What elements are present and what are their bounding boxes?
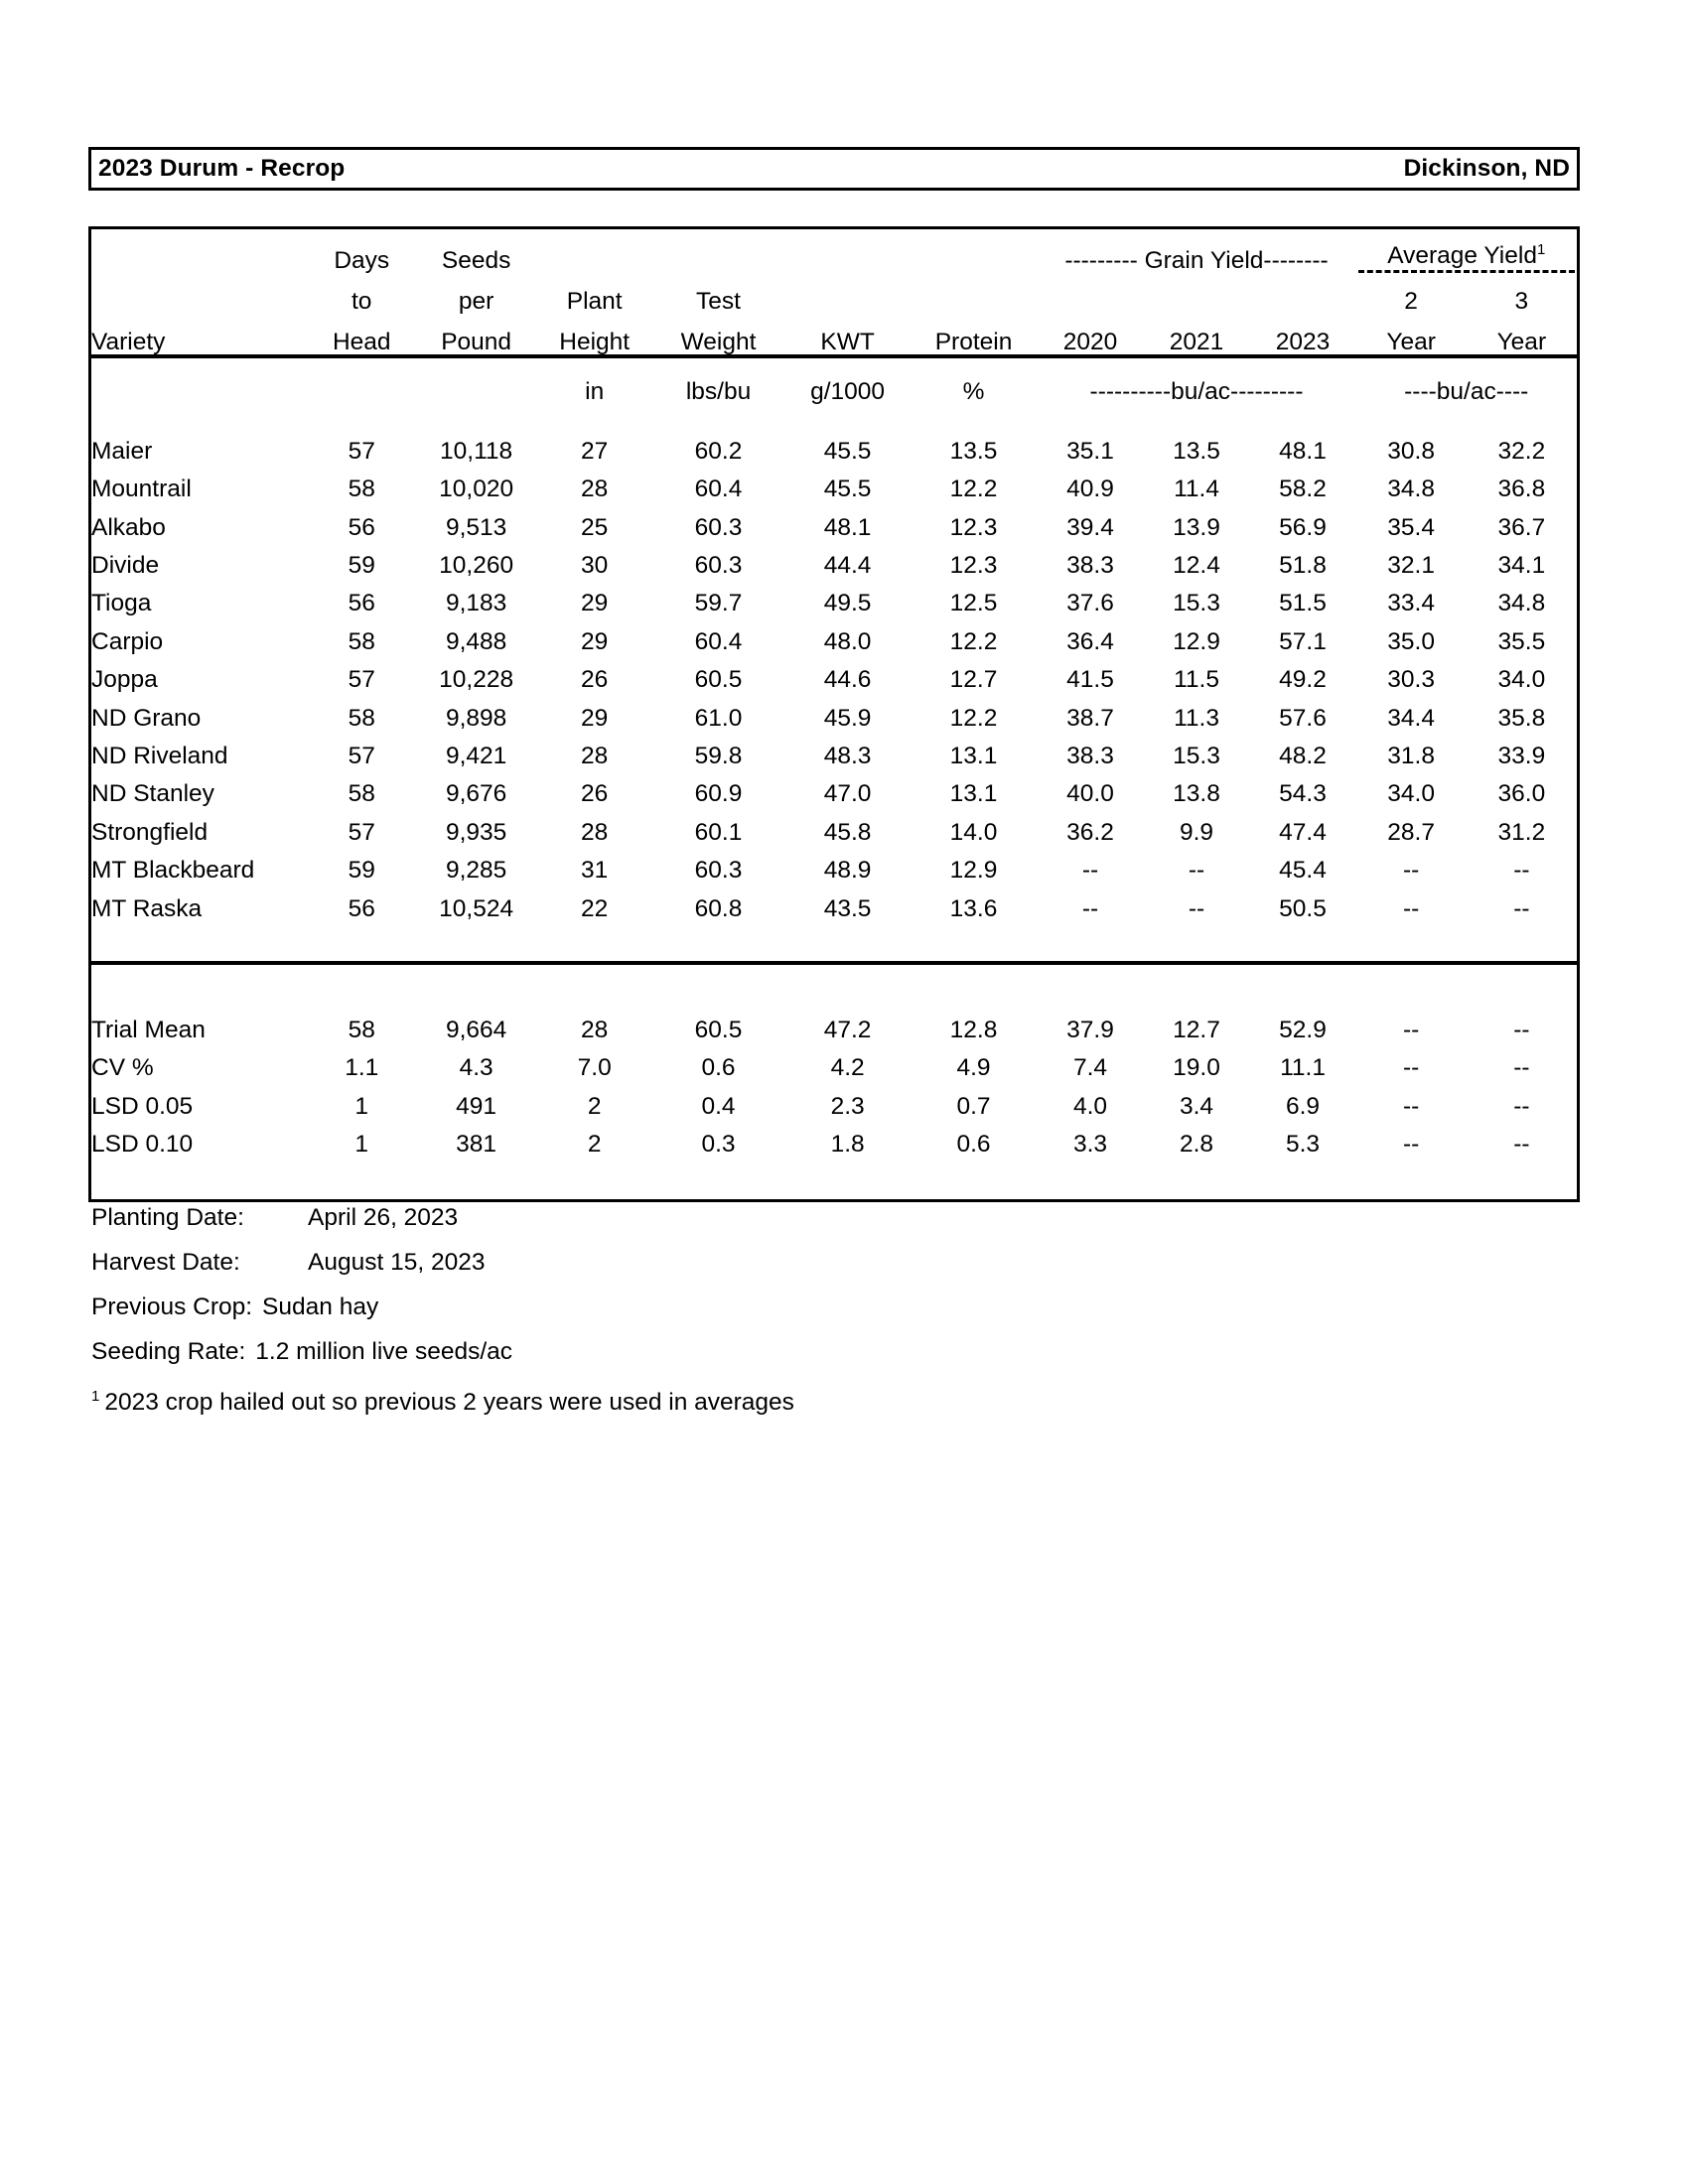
cell-seeds-per-pound: 10,118 [440, 437, 513, 465]
cell-test-weight: 60.8 [694, 894, 743, 922]
cell-yield-2020: 38.3 [1066, 552, 1114, 580]
cell-seeds-per-pound: 10,228 [439, 666, 514, 694]
header-3year: Year [1467, 314, 1577, 356]
cell-avg-2year: 32.1 [1387, 552, 1435, 580]
table-row [91, 464, 1577, 501]
cell-yield-2021: 12.7 [1173, 1016, 1220, 1043]
trial-notes [91, 1206, 1481, 1438]
cell-days-to-head: 58 [348, 704, 375, 732]
cell-seeds-per-pound: 9,935 [445, 818, 507, 846]
variety-rows-section [91, 426, 1577, 963]
cell-avg-2year: 34.8 [1387, 476, 1435, 503]
header-blank [91, 229, 308, 273]
header-blank-6 [911, 229, 1038, 273]
cell-days-to-head: 56 [348, 894, 375, 922]
cell-kwt: 49.5 [823, 590, 872, 617]
cell-days-to-head: 57 [348, 818, 375, 846]
cell-test-weight: 59.7 [694, 590, 743, 617]
header-2year: Year [1356, 314, 1467, 356]
header-weight: Weight [651, 314, 784, 356]
cell-variety: ND Riveland [91, 743, 228, 770]
cell-avg-3year: -- [1513, 1092, 1530, 1120]
spacer-cell [91, 963, 1577, 1005]
header-pound: Pound [415, 314, 537, 356]
previous-crop-value: Sudan hay [262, 1294, 379, 1320]
cell-test-weight: 0.3 [701, 1131, 736, 1159]
cell-plant-height: 22 [581, 894, 609, 922]
cell-plant-height: 7.0 [577, 1054, 612, 1082]
cell-yield-2020: -- [1081, 894, 1099, 922]
cell-protein: 14.0 [949, 818, 998, 846]
cell-yield-2021: -- [1188, 894, 1205, 922]
cell-yield-2021: 13.5 [1173, 437, 1220, 465]
header-plant: Plant [566, 287, 623, 315]
cell-days-to-head: 59 [348, 857, 375, 885]
cell-yield-2021: 11.3 [1174, 704, 1219, 732]
cell-variety: Divide [91, 552, 160, 580]
cell-yield-2020: 36.4 [1066, 627, 1114, 655]
cell-avg-2year: -- [1402, 1054, 1420, 1082]
cell-avg-3year: 34.0 [1497, 666, 1546, 694]
cell-protein: 12.7 [949, 666, 998, 694]
unit-percent: % [962, 377, 985, 405]
cell-avg-3year: 35.5 [1497, 627, 1546, 655]
cell-seeds-per-pound: 9,664 [445, 1016, 507, 1043]
cell-avg-2year: -- [1402, 1131, 1420, 1159]
cell-protein: 0.6 [956, 1131, 991, 1159]
cell-kwt: 2.3 [830, 1092, 865, 1120]
cell-avg-3year: 36.0 [1497, 780, 1546, 808]
cell-yield-2021: 15.3 [1173, 743, 1220, 770]
cell-protein: 12.5 [949, 590, 998, 617]
cell-days-to-head: 1 [354, 1131, 369, 1159]
table-row [91, 731, 1577, 768]
table-row-cv-percent [91, 1042, 1577, 1080]
header-blank-b0 [91, 273, 308, 314]
cell-yield-2023: 58.2 [1279, 476, 1327, 503]
cell-yield-2020: 36.2 [1066, 818, 1114, 846]
cell-avg-2year: 35.4 [1387, 513, 1435, 541]
header-row-2 [91, 273, 1577, 314]
unit-blank-0 [91, 356, 308, 404]
cell-plant-height: 29 [581, 704, 609, 732]
note-previous-crop [91, 1296, 1481, 1340]
cell-test-weight: 60.5 [694, 1016, 743, 1043]
header-row-1 [91, 229, 1577, 273]
table-row [91, 426, 1577, 464]
units-row [91, 356, 1577, 404]
cell-plant-height: 27 [581, 437, 609, 465]
cell-avg-3year: 32.2 [1497, 437, 1546, 465]
cell-yield-2020: 7.4 [1072, 1054, 1108, 1082]
cell-yield-2021: 9.9 [1179, 818, 1214, 846]
cell-yield-2020: 39.4 [1066, 513, 1114, 541]
cell-yield-2023: 52.9 [1279, 1016, 1327, 1043]
cell-variety: Alkabo [91, 513, 166, 541]
cell-yield-2021: 11.4 [1174, 476, 1219, 503]
cell-avg-2year: 34.4 [1387, 704, 1435, 732]
table-row-trial-mean [91, 1005, 1577, 1042]
header-avg-3: 3 [1514, 287, 1529, 315]
cell-plant-height: 28 [581, 818, 609, 846]
cell-yield-2023: 54.3 [1279, 780, 1327, 808]
table-row [91, 540, 1577, 578]
header-blank-b9 [1250, 273, 1356, 314]
header-blank-b6 [911, 273, 1038, 314]
cell-avg-2year: 31.8 [1387, 743, 1435, 770]
cell-plant-height: 29 [581, 627, 609, 655]
cell-plant-height: 30 [581, 552, 609, 580]
cell-yield-2020: 4.0 [1072, 1092, 1108, 1120]
cell-yield-2023: 57.6 [1279, 704, 1327, 732]
header-per: per [458, 287, 494, 315]
cell-avg-3year: -- [1513, 1131, 1530, 1159]
cell-seeds-per-pound: 9,898 [445, 704, 507, 732]
cell-test-weight: 59.8 [694, 743, 743, 770]
cell-seeds-per-pound: 10,260 [439, 552, 514, 580]
cell-protein: 12.2 [949, 627, 998, 655]
cell-plant-height: 2 [587, 1131, 602, 1159]
table-row [91, 693, 1577, 731]
unit-blank-1 [308, 356, 415, 404]
cell-protein: 12.3 [949, 552, 998, 580]
cell-days-to-head: 59 [348, 552, 375, 580]
cell-plant-height: 26 [581, 780, 609, 808]
cell-kwt: 1.8 [830, 1131, 865, 1159]
header-variety: Variety [91, 314, 308, 356]
table-row [91, 616, 1577, 654]
cell-yield-2023: 48.2 [1279, 743, 1327, 770]
header-seeds: Seeds [441, 246, 511, 274]
cell-yield-2023: 51.5 [1279, 590, 1327, 617]
cell-yield-2021: 15.3 [1173, 590, 1220, 617]
cell-days-to-head: 57 [348, 437, 375, 465]
cell-yield-2021: 11.5 [1174, 666, 1219, 694]
cell-avg-3year: 35.8 [1497, 704, 1546, 732]
cell-variety: MT Raska [91, 894, 203, 922]
cell-test-weight: 60.3 [694, 857, 743, 885]
cell-avg-2year: 28.7 [1387, 818, 1435, 846]
cell-seeds-per-pound: 10,524 [439, 894, 514, 922]
cell-yield-2023: 47.4 [1279, 818, 1327, 846]
spacer-after-units [91, 404, 1577, 426]
cell-days-to-head: 58 [348, 476, 375, 503]
cell-avg-3year: -- [1513, 857, 1530, 885]
spacer-before-stats [91, 963, 1577, 1005]
header-head: Head [308, 314, 415, 356]
cell-days-to-head: 56 [348, 590, 375, 617]
cell-avg-2year: -- [1402, 894, 1420, 922]
table-row-lsd-010 [91, 1119, 1577, 1157]
cell-avg-2year: 30.8 [1387, 437, 1435, 465]
cell-protein: 13.1 [949, 780, 998, 808]
cell-days-to-head: 57 [348, 666, 375, 694]
cell-yield-2020: 37.9 [1066, 1016, 1114, 1043]
table-row-lsd-005 [91, 1081, 1577, 1119]
cell-yield-2021: 12.9 [1173, 627, 1220, 655]
cell-seeds-per-pound: 10,020 [439, 476, 514, 503]
cell-avg-2year: 34.0 [1387, 780, 1435, 808]
cell-test-weight: 60.9 [694, 780, 743, 808]
header-protein: Protein [911, 314, 1038, 356]
seeding-rate-value: 1.2 million live seeds/ac [255, 1338, 513, 1365]
cell-test-weight: 0.6 [701, 1054, 736, 1082]
cell-plant-height: 28 [581, 476, 609, 503]
cell-protein: 12.8 [949, 1016, 998, 1043]
cell-protein: 13.5 [949, 437, 998, 465]
cell-days-to-head: 57 [348, 743, 375, 770]
cell-yield-2021: -- [1188, 857, 1205, 885]
header-to: to [352, 287, 372, 315]
cell-avg-2year: -- [1402, 1092, 1420, 1120]
cell-kwt: 47.0 [823, 780, 872, 808]
location-label: Dickinson, ND [1403, 154, 1570, 182]
header-avg-2: 2 [1404, 287, 1418, 315]
note-planting-date [91, 1206, 1481, 1251]
cell-yield-2020: 40.9 [1066, 476, 1114, 503]
cell-test-weight: 60.4 [694, 627, 743, 655]
cell-test-weight: 61.0 [694, 704, 743, 732]
cell-plant-height: 26 [581, 666, 609, 694]
cell-avg-2year: -- [1402, 1016, 1420, 1043]
cell-yield-2020: 37.6 [1066, 590, 1114, 617]
cell-yield-2021: 13.9 [1173, 513, 1220, 541]
cell-stat-label: CV % [91, 1054, 154, 1082]
cell-stat-label: Trial Mean [91, 1016, 206, 1043]
cell-test-weight: 0.4 [701, 1092, 736, 1120]
cell-variety: ND Stanley [91, 780, 214, 808]
harvest-date-value: August 15, 2023 [308, 1249, 486, 1276]
cell-test-weight: 60.3 [694, 552, 743, 580]
cell-protein: 4.9 [956, 1054, 991, 1082]
cell-yield-2020: 38.7 [1066, 704, 1114, 732]
cell-yield-2020: 40.0 [1066, 780, 1114, 808]
cell-protein: 12.3 [949, 513, 998, 541]
cell-seeds-per-pound: 9,676 [445, 780, 507, 808]
cell-plant-height: 29 [581, 590, 609, 617]
cell-yield-2021: 3.4 [1179, 1092, 1214, 1120]
cell-seeds-per-pound: 381 [456, 1131, 497, 1159]
cell-kwt: 4.2 [830, 1054, 865, 1082]
header-2020: 2020 [1038, 314, 1144, 356]
cell-yield-2020: 3.3 [1072, 1131, 1108, 1159]
page-title: 2023 Durum - Recrop [98, 154, 346, 182]
spacer-cell [91, 404, 1577, 426]
cell-seeds-per-pound: 491 [456, 1092, 497, 1120]
cell-yield-2020: 35.1 [1066, 437, 1114, 465]
table-row [91, 769, 1577, 807]
cell-avg-3year: -- [1513, 1016, 1530, 1043]
header-test: Test [696, 287, 741, 315]
seeding-rate-label: Seeding Rate: [91, 1338, 246, 1365]
unit-in: in [585, 377, 605, 405]
header-blank-b8 [1144, 273, 1250, 314]
cell-yield-2021: 13.8 [1173, 780, 1220, 808]
unit-grain-bu-ac: ----------bu/ac--------- [1089, 377, 1304, 405]
cell-yield-2023: 45.4 [1279, 857, 1327, 885]
cell-kwt: 45.5 [823, 476, 872, 503]
table-row [91, 579, 1577, 616]
cell-yield-2023: 6.9 [1285, 1092, 1321, 1120]
cell-yield-2021: 12.4 [1173, 552, 1220, 580]
cell-variety: MT Blackbeard [91, 857, 255, 885]
cell-variety: Mountrail [91, 476, 192, 503]
table-row [91, 654, 1577, 692]
cell-yield-2023: 49.2 [1279, 666, 1327, 694]
cell-test-weight: 60.5 [694, 666, 743, 694]
note-harvest-date [91, 1251, 1481, 1296]
cell-yield-2023: 51.8 [1279, 552, 1327, 580]
trial-results-grid [91, 229, 1577, 1158]
cell-plant-height: 2 [587, 1092, 602, 1120]
cell-seeds-per-pound: 9,285 [445, 857, 507, 885]
cell-yield-2020: 41.5 [1066, 666, 1114, 694]
header-blank-5 [785, 229, 911, 273]
unit-blank-2 [415, 356, 537, 404]
previous-crop-label: Previous Crop: [91, 1294, 253, 1320]
cell-kwt: 43.5 [823, 894, 872, 922]
cell-protein: 13.1 [949, 743, 998, 770]
cell-yield-2021: 19.0 [1173, 1054, 1220, 1082]
cell-seeds-per-pound: 4.3 [459, 1054, 493, 1082]
cell-avg-3year: 33.9 [1497, 743, 1546, 770]
cell-days-to-head: 58 [348, 780, 375, 808]
cell-yield-2023: 57.1 [1279, 627, 1327, 655]
cell-avg-3year: -- [1513, 1054, 1530, 1082]
header-row-3 [91, 314, 1577, 356]
header-height: Height [537, 314, 651, 356]
cell-days-to-head: 1 [354, 1092, 369, 1120]
cell-protein: 0.7 [956, 1092, 991, 1120]
group-header-average-yield [1356, 229, 1577, 273]
footnote-superscript-1: 1 [1536, 240, 1546, 258]
cell-yield-2023: 48.1 [1279, 437, 1327, 465]
cell-yield-2023: 5.3 [1285, 1131, 1321, 1159]
header-blank-b7 [1038, 273, 1144, 314]
cell-test-weight: 60.1 [694, 818, 743, 846]
cell-avg-3year: 36.7 [1497, 513, 1546, 541]
cell-seeds-per-pound: 9,421 [445, 743, 507, 770]
header-blank-4 [651, 229, 784, 273]
spacer-cell [91, 921, 1577, 963]
group-header-grain-yield: --------- Grain Yield-------- [1064, 246, 1329, 274]
cell-kwt: 48.3 [823, 743, 872, 770]
cell-protein: 12.9 [949, 857, 998, 885]
cell-days-to-head: 58 [348, 627, 375, 655]
cell-variety: Tioga [91, 590, 152, 617]
cell-variety: ND Grano [91, 704, 202, 732]
cell-variety: Maier [91, 437, 153, 465]
cell-kwt: 45.5 [823, 437, 872, 465]
cell-plant-height: 28 [581, 743, 609, 770]
cell-avg-3year: 34.8 [1497, 590, 1546, 617]
cell-kwt: 48.9 [823, 857, 872, 885]
cell-avg-3year: 36.8 [1497, 476, 1546, 503]
cell-seeds-per-pound: 9,488 [445, 627, 507, 655]
cell-yield-2021: 2.8 [1179, 1131, 1214, 1159]
planting-date-value: April 26, 2023 [308, 1204, 459, 1231]
cell-test-weight: 60.3 [694, 513, 743, 541]
header-blank-3 [537, 229, 651, 273]
cell-avg-2year: 30.3 [1387, 666, 1435, 694]
cell-avg-3year: 34.1 [1497, 552, 1546, 580]
variety-trial-table [88, 226, 1580, 1202]
section-divider [91, 921, 1577, 963]
cell-test-weight: 60.4 [694, 476, 743, 503]
table-row [91, 807, 1577, 845]
cell-yield-2023: 50.5 [1279, 894, 1327, 922]
cell-avg-3year: -- [1513, 894, 1530, 922]
summary-statistics-section [91, 963, 1577, 1158]
cell-days-to-head: 58 [348, 1016, 375, 1043]
header-kwt: KWT [785, 314, 911, 356]
header-blank-b5 [785, 273, 911, 314]
table-row [91, 845, 1577, 883]
table-row [91, 502, 1577, 540]
cell-stat-label: LSD 0.05 [91, 1092, 194, 1120]
harvest-date-label: Harvest Date: [91, 1249, 240, 1276]
note-seeding-rate [91, 1340, 1481, 1385]
table-row [91, 884, 1577, 921]
cell-kwt: 48.0 [823, 627, 872, 655]
cell-test-weight: 60.2 [694, 437, 743, 465]
table-header-section [91, 229, 1577, 426]
cell-kwt: 45.9 [823, 704, 872, 732]
cell-stat-label: LSD 0.10 [91, 1131, 194, 1159]
cell-yield-2020: 38.3 [1066, 743, 1114, 770]
group-header-average-yield-label: Average Yield [1387, 241, 1537, 269]
cell-kwt: 47.2 [823, 1016, 872, 1043]
cell-protein: 12.2 [949, 704, 998, 732]
unit-lbs-bu: lbs/bu [685, 377, 752, 405]
note-footnote: 1 2023 crop hailed out so previous 2 years were used in averages [91, 1388, 794, 1416]
planting-date-label: Planting Date: [91, 1204, 244, 1231]
cell-variety: Strongfield [91, 818, 209, 846]
cell-protein: 12.2 [949, 476, 998, 503]
cell-kwt: 45.8 [823, 818, 872, 846]
footnote-text: 2023 crop hailed out so previous 2 years were used in averages [104, 1389, 794, 1416]
cell-protein: 13.6 [949, 894, 998, 922]
cell-yield-2023: 11.1 [1280, 1054, 1326, 1082]
cell-kwt: 48.1 [823, 513, 872, 541]
cell-seeds-per-pound: 9,513 [445, 513, 507, 541]
cell-plant-height: 25 [581, 513, 609, 541]
cell-variety: Joppa [91, 666, 158, 694]
cell-avg-3year: 31.2 [1497, 818, 1546, 846]
header-days: Days [334, 246, 390, 274]
cell-kwt: 44.6 [823, 666, 872, 694]
cell-yield-2020: -- [1081, 857, 1099, 885]
header-2023: 2023 [1250, 314, 1356, 356]
cell-days-to-head: 1.1 [345, 1054, 379, 1082]
cell-yield-2023: 56.9 [1279, 513, 1327, 541]
header-2021: 2021 [1144, 314, 1250, 356]
report-title-bar [88, 147, 1580, 191]
cell-plant-height: 28 [581, 1016, 609, 1043]
cell-avg-2year: 33.4 [1387, 590, 1435, 617]
cell-plant-height: 31 [581, 857, 609, 885]
cell-variety: Carpio [91, 627, 164, 655]
cell-kwt: 44.4 [823, 552, 872, 580]
unit-g-1000: g/1000 [810, 377, 886, 405]
cell-avg-2year: -- [1402, 857, 1420, 885]
cell-seeds-per-pound: 9,183 [445, 590, 507, 617]
unit-avg-bu-ac: ----bu/ac---- [1404, 377, 1529, 405]
cell-days-to-head: 56 [348, 513, 375, 541]
cell-avg-2year: 35.0 [1387, 627, 1435, 655]
